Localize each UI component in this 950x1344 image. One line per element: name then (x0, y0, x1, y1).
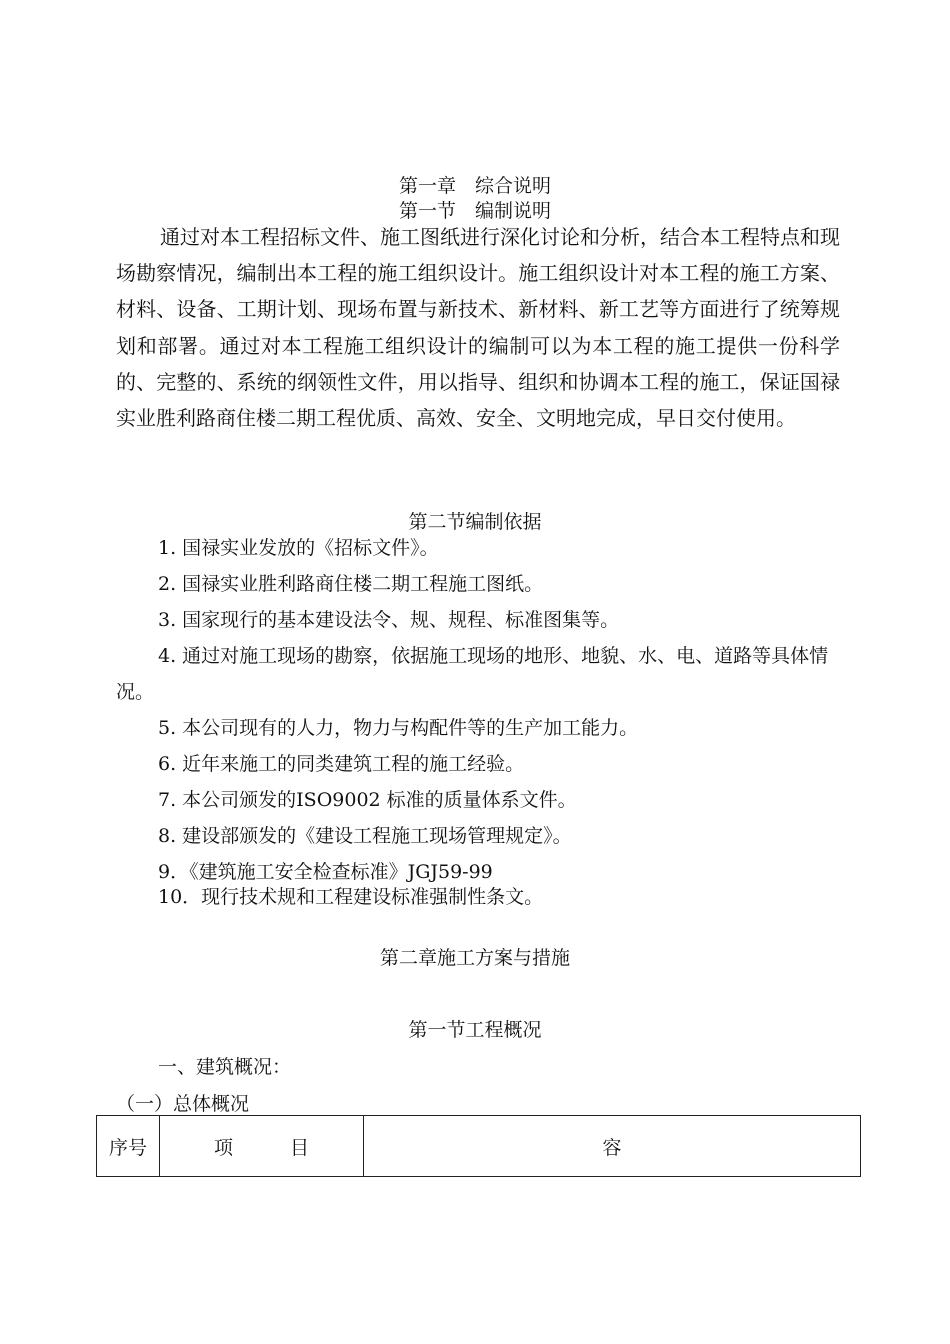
basis-item-8: 8. 建设部颁发的《建设工程施工现场管理规定》。 (158, 825, 572, 847)
basis-item-2: 2. 国禄实业胜利路商住楼二期工程施工图纸。 (158, 573, 544, 595)
building-overview-heading: 一、建筑概况： (158, 1056, 292, 1078)
section-1-body: 通过对本工程招标文件、施工图纸进行深化讨论和分析，结合本工程特点和现场勘察情况，编制出本工程的施工组织设计。施工组织设计对本工程的施工方案、材料、设备、工期计划、现场布置与新技术、新材料、新工艺等方面进行了统筹规划和部署。通过对本工程施工组织设计的编制可以为本工程的施工提供一份科学的、完整的、系统的纲领性文件，用以指导、组织和协调本工程的施工，保证国禄实业胜利路商住楼二期工程优质、高效、安全、文明地完成，早日交付使用。 (116, 225, 840, 431)
header-content: 容 (364, 1116, 861, 1177)
chapter-2-title: 第二章施工方案与措施 (379, 947, 570, 969)
header-serial-no: 序号 (97, 1116, 160, 1177)
general-overview-heading: （一）总体概况 (116, 1093, 250, 1115)
table-header-row (97, 1116, 861, 1177)
chapter-2-section-1-title: 第一节工程概况 (408, 1019, 542, 1041)
section-2-title: 第二节编制依据 (408, 511, 542, 533)
overview-table (96, 1115, 861, 1177)
basis-item-6: 6. 近年来施工的同类建筑工程的施工经验。 (158, 753, 525, 775)
basis-item-9: 9．《建筑施工安全检查标准》JGJ59-99 (158, 861, 493, 883)
basis-item-10: 10．现行技术规和工程建设标准强制性条文。 (158, 886, 544, 908)
chapter-1-title: 第一章 综合说明 (398, 175, 551, 197)
section-1-title: 第一节 编制说明 (398, 200, 551, 222)
basis-item-7: 7. 本公司颁发的ISO9002 标准的质量体系文件。 (158, 789, 577, 811)
basis-item-3: 3. 国家现行的基本建设法令、规、规程、标准图集等。 (158, 609, 620, 631)
basis-item-1: 1. 国禄实业发放的《招标文件》。 (158, 537, 439, 559)
basis-item-4: 4. 通过对施工现场的勘察，依据施工现场的地形、地貌、水、电、道路等具体情况。 (116, 645, 829, 703)
basis-item-5: 5. 本公司现有的人力，物力与构配件等的生产加工能力。 (158, 717, 639, 739)
header-item: 项 目 (160, 1116, 364, 1177)
